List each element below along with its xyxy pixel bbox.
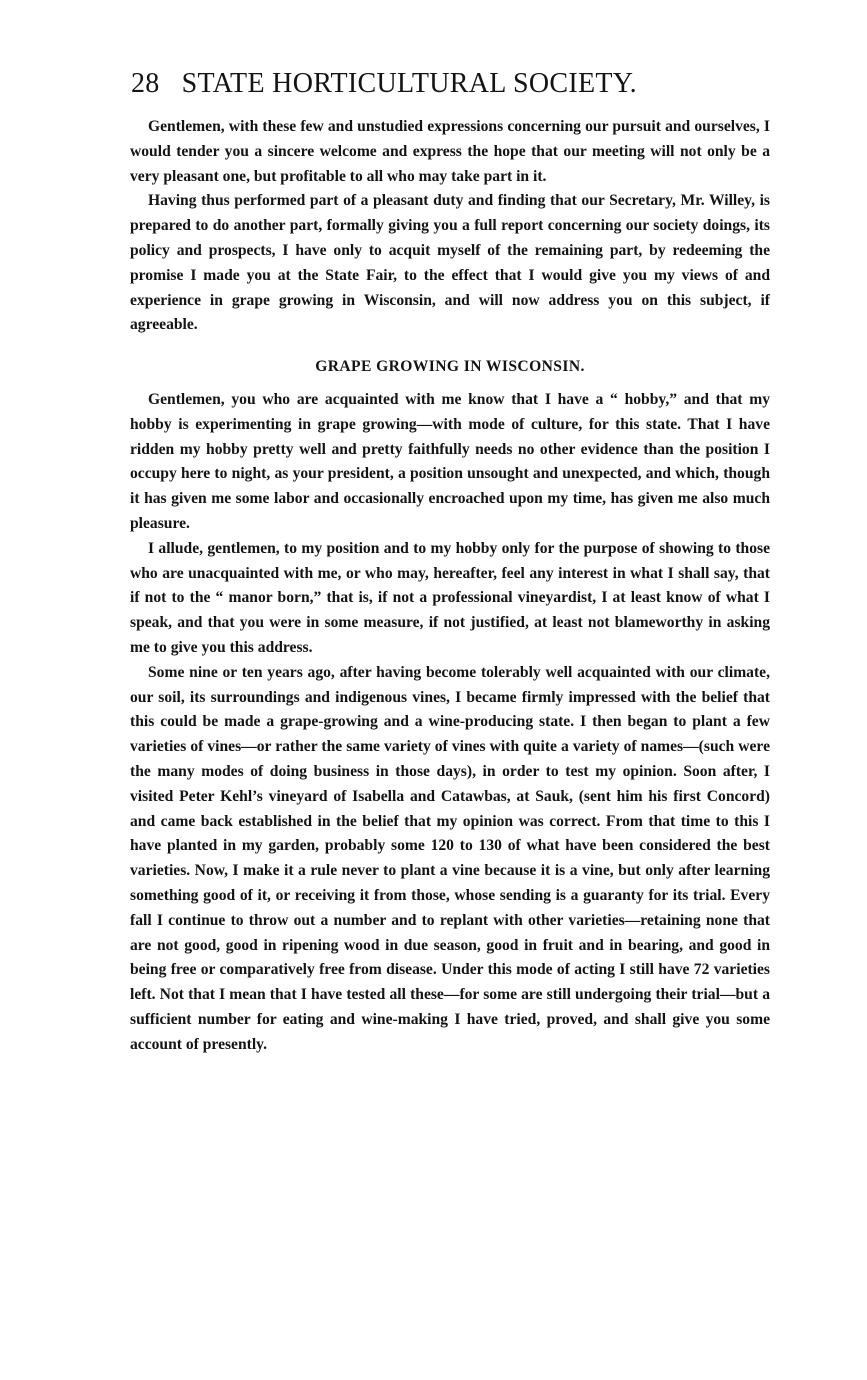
paragraph: Gentlemen, you who are acquainted with me know that I have a “ hobby,” and that my hobby is experimenting in grape growing—with mode of culture, for this state. That I have ridden my hobby pretty well and pretty faithfully needs no other evidence than the position I occupy here to night, as your president, a position unsought and unexpected, and which, though it has given me some labor and occasionally encroached upon my time, has given me also much pleasure. — [130, 390, 770, 532]
paragraph: Gentlemen, with these few and unstudied expressions concerning our pursuit and ourselves, I would tender you a sincere welcome and express the hope that our meeting will not only be a very pleasant one, but profitable to all who may take part in it. — [130, 118, 770, 185]
paragraph: I allude, gentlemen, to my position and to my hobby only for the purpose of showing to those who are unacquainted with me, or who may, hereafter, feel any interest in what I shall say, that if not to the “ manor born,” that is, if not a professional vineyardist, I at least know of what I speak, and that you were in some measure, if not justified, at least not blameworthy in asking me to give you this address. — [130, 539, 770, 656]
paragraph: Some nine or ten years ago, after having become tolerably well acquainted with our climate, our soil, its surroundings and indigenous vines, I became firmly impressed with the belief that this could be made a grape-growing and a wine-producing state. I then began to plant a few varieties of vines—or rather the same variety of vines with quite a variety of names—(such were the many modes of doing business in those days), in order to test my opinion. Soon after, I visited Peter Kehl’s vineyard of Isabella and Catawbas, at Sauk, (sent him his first Concord) and came back established in the belief that my opinion was correct. From that time to this I have planted in my garden, probably some 120 to 130 of what have been considered the best varieties. Now, I make it a rule never to plant a vine because it is a vine, but only after learning something good of it, or receiving it from those, whose sending is a guaranty for its trial. Every fall I continue to throw out a number and to replant with other varieties—retaining none that are not good, good in ripening wood in due season, good in fruit and in bearing, and good in being free or comparatively free from disease. Under this mode of acting I still have 72 varieties left. Not that I mean that I have tested all these—for some are still undergoing their trial—but a sufficient number for eating and wine-making I have tried, proved, and shall give you some account of presently. — [130, 663, 770, 1053]
paragraph: Having thus performed part of a pleasant duty and finding that our Secretary, Mr. Willey, is prepared to do another part, formally giving you a full report concerning our society doings, its policy and prospects, I have only to acquit myself of the remaining part, by redeeming the promise I made you at the State Fair, to the effect that I would give you my views of and experience in grape growing in Wisconsin, and will now address you on this subject, if agreeable. — [130, 192, 770, 334]
running-header — [131, 68, 771, 108]
page-number: 28 — [131, 68, 160, 99]
section-heading: GRAPE GROWING IN WISCONSIN. — [315, 358, 585, 376]
running-title: STATE HORTICULTURAL SOCIETY. — [181, 68, 637, 99]
body-text — [130, 115, 770, 1057]
